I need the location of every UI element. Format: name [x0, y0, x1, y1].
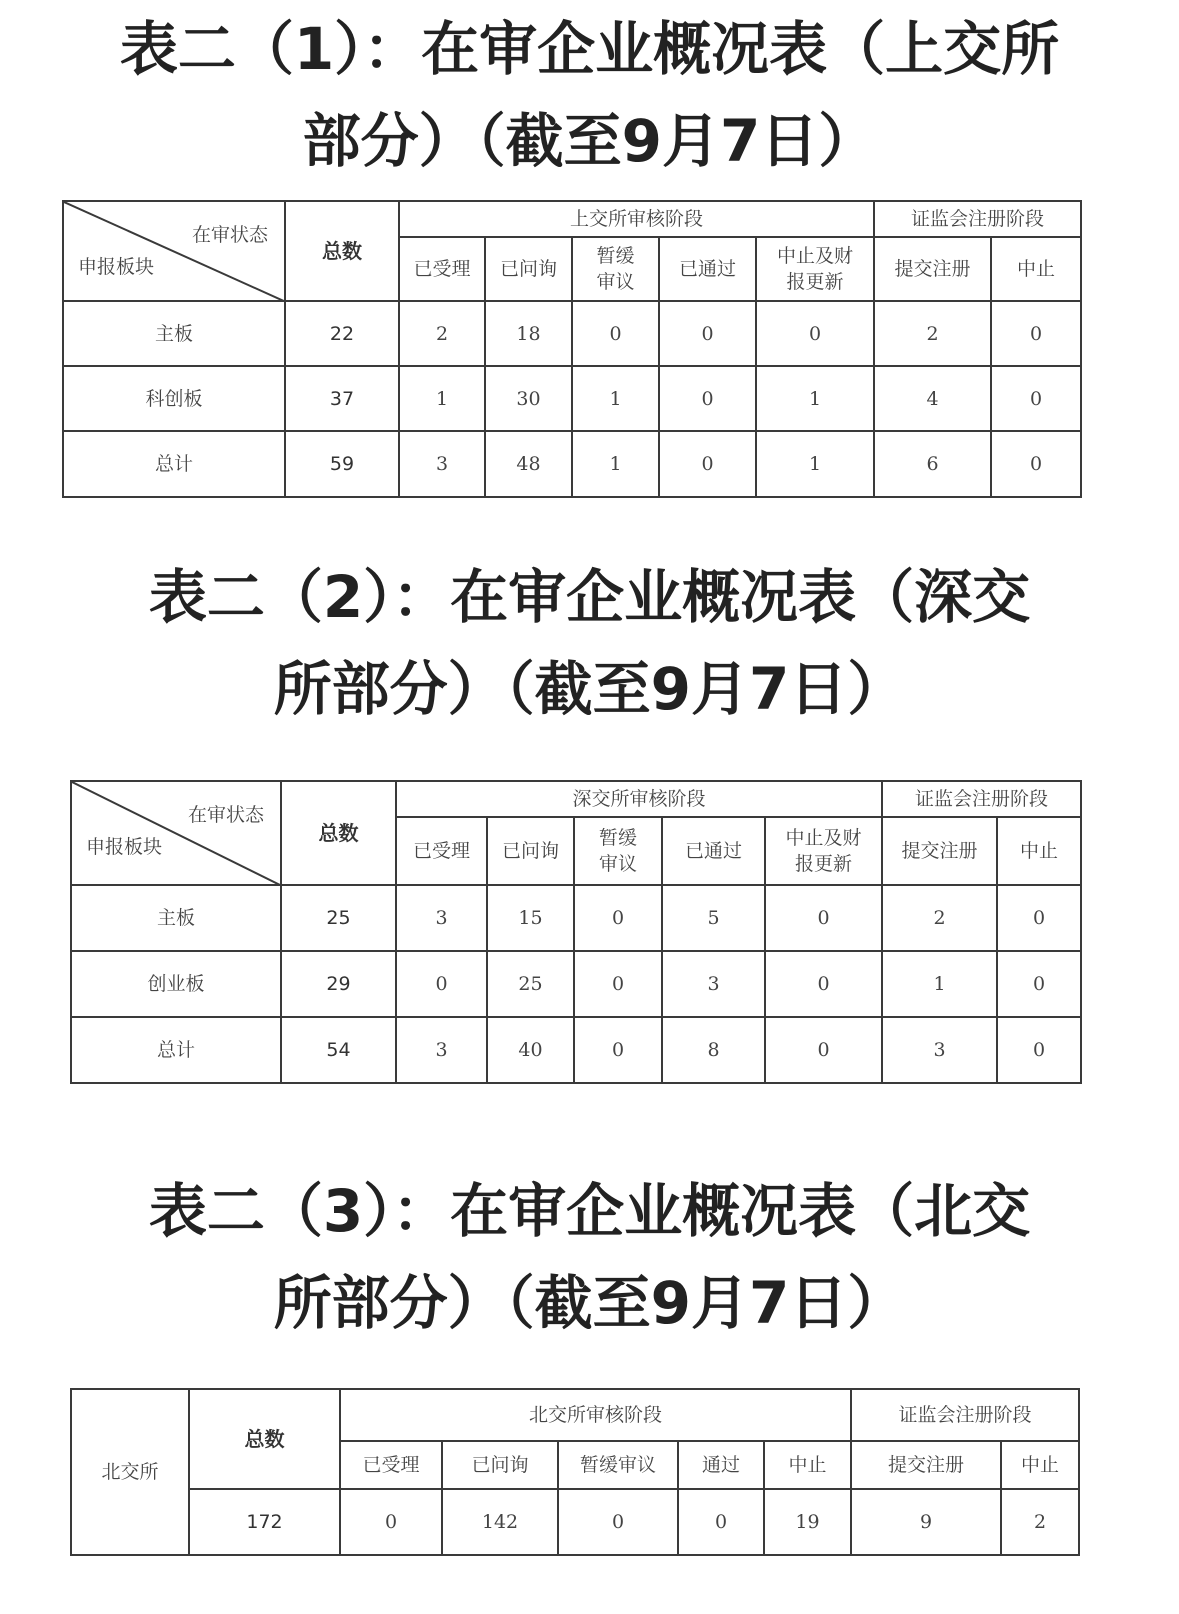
cell: 3	[396, 885, 487, 951]
sub-header: 暂缓审议	[572, 237, 659, 301]
cell: 1	[756, 366, 874, 431]
sub-header: 提交注册	[882, 817, 997, 885]
cell: 0	[659, 366, 756, 431]
cell: 0	[659, 301, 756, 366]
cell: 1	[399, 366, 485, 431]
csrc-stage-header: 证监会注册阶段	[874, 201, 1081, 237]
sub-header: 已通过	[659, 237, 756, 301]
cell: 0	[991, 431, 1081, 497]
cell: 37	[285, 366, 399, 431]
cell: 172	[189, 1489, 340, 1555]
cell: 0	[574, 885, 662, 951]
row-label: 北交所	[71, 1389, 189, 1555]
cell: 0	[340, 1489, 442, 1555]
cell: 2	[1001, 1489, 1079, 1555]
sub-header: 中止及财报更新	[756, 237, 874, 301]
sub-header: 已问询	[442, 1441, 558, 1489]
cell: 30	[485, 366, 572, 431]
cell: 0	[997, 1017, 1081, 1083]
sub-header: 已通过	[662, 817, 765, 885]
cell: 0	[659, 431, 756, 497]
cell: 0	[756, 301, 874, 366]
row-label: 总计	[71, 1017, 281, 1083]
sub-header: 已受理	[396, 817, 487, 885]
sub-header: 通过	[678, 1441, 764, 1489]
cell: 2	[874, 301, 991, 366]
sub-header: 中止	[764, 1441, 851, 1489]
table3-title-line2: 所部分）（截至9月7日）	[273, 1269, 906, 1337]
cell: 5	[662, 885, 765, 951]
cell: 18	[485, 301, 572, 366]
sub-header: 已受理	[340, 1441, 442, 1489]
cell: 142	[442, 1489, 558, 1555]
table2-title-line2: 所部分）（截至9月7日）	[273, 655, 906, 723]
row-label: 主板	[63, 301, 285, 366]
cell: 40	[487, 1017, 574, 1083]
table2	[70, 780, 1082, 1084]
row-label: 创业板	[71, 951, 281, 1017]
cell: 54	[281, 1017, 396, 1083]
cell: 0	[396, 951, 487, 1017]
sub-header: 暂缓审议	[574, 817, 662, 885]
cell: 3	[882, 1017, 997, 1083]
cell: 0	[997, 885, 1081, 951]
cell: 0	[991, 366, 1081, 431]
cell: 3	[662, 951, 765, 1017]
table2-title-line1: 表二（2）：在审企业概况表（深交	[148, 563, 1031, 631]
total-header: 总数	[189, 1389, 340, 1489]
row-label: 主板	[71, 885, 281, 951]
sub-header: 已问询	[487, 817, 574, 885]
exchange-stage-header: 上交所审核阶段	[399, 201, 874, 237]
sub-header: 中止及财报更新	[765, 817, 882, 885]
sub-header: 中止	[997, 817, 1081, 885]
cell: 29	[281, 951, 396, 1017]
table1-title-line1: 表二（1）：在审企业概况表（上交所	[119, 15, 1060, 83]
cell: 19	[764, 1489, 851, 1555]
cell: 4	[874, 366, 991, 431]
table-row	[63, 366, 1081, 431]
table3-title-line1: 表二（3）：在审企业概况表（北交	[148, 1177, 1031, 1245]
table3	[70, 1388, 1080, 1556]
table1	[62, 200, 1082, 498]
cell: 25	[487, 951, 574, 1017]
cell: 15	[487, 885, 574, 951]
cell: 0	[991, 301, 1081, 366]
table-row	[71, 951, 1081, 1017]
cell: 2	[399, 301, 485, 366]
cell: 22	[285, 301, 399, 366]
sub-header: 提交注册	[851, 1441, 1001, 1489]
cell: 0	[765, 1017, 882, 1083]
cell: 1	[882, 951, 997, 1017]
cell: 0	[765, 951, 882, 1017]
table1-diagonal-header	[63, 201, 285, 301]
row-label: 科创板	[63, 366, 285, 431]
cell: 1	[572, 431, 659, 497]
sub-header: 已问询	[485, 237, 572, 301]
cell: 1	[756, 431, 874, 497]
exchange-stage-header: 北交所审核阶段	[340, 1389, 851, 1441]
cell: 9	[851, 1489, 1001, 1555]
sub-header: 中止	[1001, 1441, 1079, 1489]
sub-header: 中止	[991, 237, 1081, 301]
table2-diagonal-header	[71, 781, 281, 885]
diag-board-label: 申报板块	[86, 836, 163, 858]
sub-header: 提交注册	[874, 237, 991, 301]
cell: 6	[874, 431, 991, 497]
cell: 59	[285, 431, 399, 497]
total-header: 总数	[285, 201, 399, 301]
sub-header: 已受理	[399, 237, 485, 301]
cell: 0	[558, 1489, 678, 1555]
cell: 0	[765, 885, 882, 951]
cell: 0	[678, 1489, 764, 1555]
diag-board-label: 申报板块	[78, 256, 155, 278]
cell: 25	[281, 885, 396, 951]
cell: 0	[572, 301, 659, 366]
total-header: 总数	[281, 781, 396, 885]
table-row	[63, 301, 1081, 366]
csrc-stage-header: 证监会注册阶段	[882, 781, 1081, 817]
cell: 0	[574, 1017, 662, 1083]
table-row	[71, 1017, 1081, 1083]
cell: 8	[662, 1017, 765, 1083]
diag-status-label: 在审状态	[187, 804, 264, 826]
diag-status-label: 在审状态	[191, 224, 268, 246]
table-row	[71, 1489, 1079, 1555]
csrc-stage-header: 证监会注册阶段	[851, 1389, 1079, 1441]
cell: 1	[572, 366, 659, 431]
table-row	[63, 431, 1081, 497]
cell: 2	[882, 885, 997, 951]
cell: 3	[399, 431, 485, 497]
sub-header: 暂缓审议	[558, 1441, 678, 1489]
exchange-stage-header: 深交所审核阶段	[396, 781, 882, 817]
cell: 3	[396, 1017, 487, 1083]
cell: 0	[574, 951, 662, 1017]
table-row	[71, 885, 1081, 951]
cell: 0	[997, 951, 1081, 1017]
table1-title-line2: 部分）（截至9月7日）	[302, 107, 877, 175]
cell: 48	[485, 431, 572, 497]
row-label: 总计	[63, 431, 285, 497]
